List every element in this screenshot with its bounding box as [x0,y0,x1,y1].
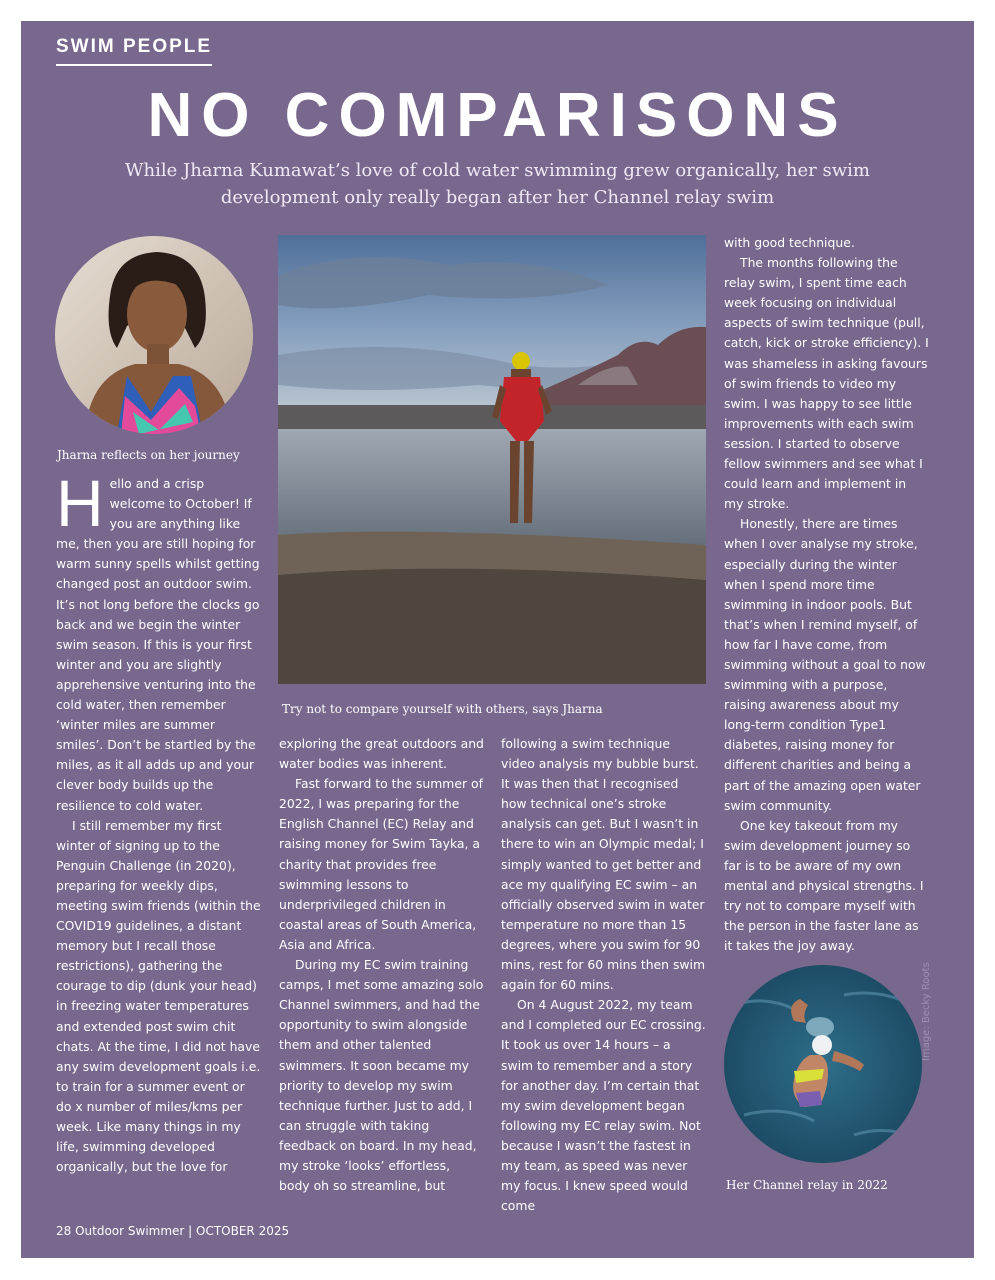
paragraph: Fast forward to the summer of 2022, I was preparing for the English Channel (EC) Relay and raising money for Swim Tayka, a charity that provides free swimming lessons to underprivileged children in coastal areas of South America, Asia and Africa. [279,776,483,952]
paragraph: On 4 August 2022, my team and I completed our EC crossing. It took us over 14 hours – a swim to remember and a story for another day. I’m certain that my swim development began following my EC relay swim. Not because I wasn’t the fastest in my team, as speed was never my focus. I knew speed would come [501,997,706,1214]
portrait-caption: Jharna reflects on her journey [57,448,240,462]
paragraph: following a swim technique video analysis my bubble burst. It was then that I recognised how technical one’s stroke analysis can get. But I wasn’t in there to win an Olympic medal; I simply wanted to get better and ace my qualifying EC swim – an officially observed swim in water temperature no more than 15 degrees, where you swim for 90 mins, rest for 60 mins then swim again for 60 mins. [501,736,706,993]
paragraph: with good technique. [724,235,855,250]
paragraph: I still remember my first winter of signing up to the Penguin Challenge (in 2020), preparing for weekly dips, meeting swim friends (within the COVID19 guidelines, a distant memory but I recall those restrictions), gathering the courage to dip (dunk your head) in freezing water temperatures and extended post swim chit chats. At the time, I did not have any swim development goals i.e. to train for a summer event or do x number of miles/kms per week. Like many things in my life, swimming developed organically, but the love for [56,817,261,1175]
paragraph: exploring the great outdoors and water bodies was inherent. [279,736,484,772]
article-column-3 [501,734,706,1216]
article-column-2 [279,734,484,1196]
relay-photo [724,965,922,1163]
paragraph: ello and a crisp welcome to October! If you are anything like me, then you are still hoping for warm sunny spells whilst getting changed post an outdoor swim. It’s not long before the clocks go back and we begin the winter swim season. If this is your first winter and you are slightly apprehensive venturing into the cold water, then remember ‘winter miles are summer smiles’. Don’t be startled by the miles, as it all adds up and your clever body builds up the resilience to cold water. [56,476,260,813]
portrait-photo [55,236,253,434]
magazine-page [21,21,974,1258]
paragraph: The months following the relay swim, I spent time each week focusing on individual aspects of swim technique (pull, catch, kick or stroke efficiency). I was shameless in asking favours of swim friends to video my swim. I was happy to see little improvements with each swim session. I started to observe fellow swimmers and see what I could learn and implement in my stroke. [724,255,929,512]
relay-photo-caption: Her Channel relay in 2022 [726,1178,888,1192]
article-column-4 [724,233,929,956]
drop-cap: H [56,466,104,540]
paragraph: Honestly, there are times when I over analyse my stroke, especially during the winter when I spend more time swimming in indoor pools. But that’s when I remind myself, of how far I have come, from swimming without a goal to now swimming with a purpose, raising awareness about my long-term condition Type1 diabetes, raising money for different charities and being a part of the amazing open water swim community. [724,516,926,813]
headline: NO COMPARISONS [147,81,848,150]
article-column-1 [56,466,261,1177]
photo-credit: Image: Becky Roots [921,962,932,1061]
main-photo-caption: Try not to compare yourself with others, says Jharna [282,702,603,716]
paragraph: During my EC swim training camps, I met some amazing solo Channel swimmers, and had the opportunity to swim alongside them and other talented swimmers. It soon became my priority to develop my swim technique further. Just to add, I can struggle with taking feedback on board. In my head, my stroke ‘looks’ effortless, body oh so streamline, but [279,957,484,1194]
page-footer: 28 Outdoor Swimmer | OCTOBER 2025 [56,1224,290,1238]
paragraph: One key takeout from my swim development journey so far is to be aware of my own mental and physical strengths. I try not to compare myself with the person in the faster lane as it takes the joy away. [724,817,924,954]
main-photo [278,235,706,684]
standfirst: While Jharna Kumawat’s love of cold water swimming grew organically, her swim development only really began after her Channel relay swim [125,160,870,208]
section-label: SWIM PEOPLE [56,36,212,66]
